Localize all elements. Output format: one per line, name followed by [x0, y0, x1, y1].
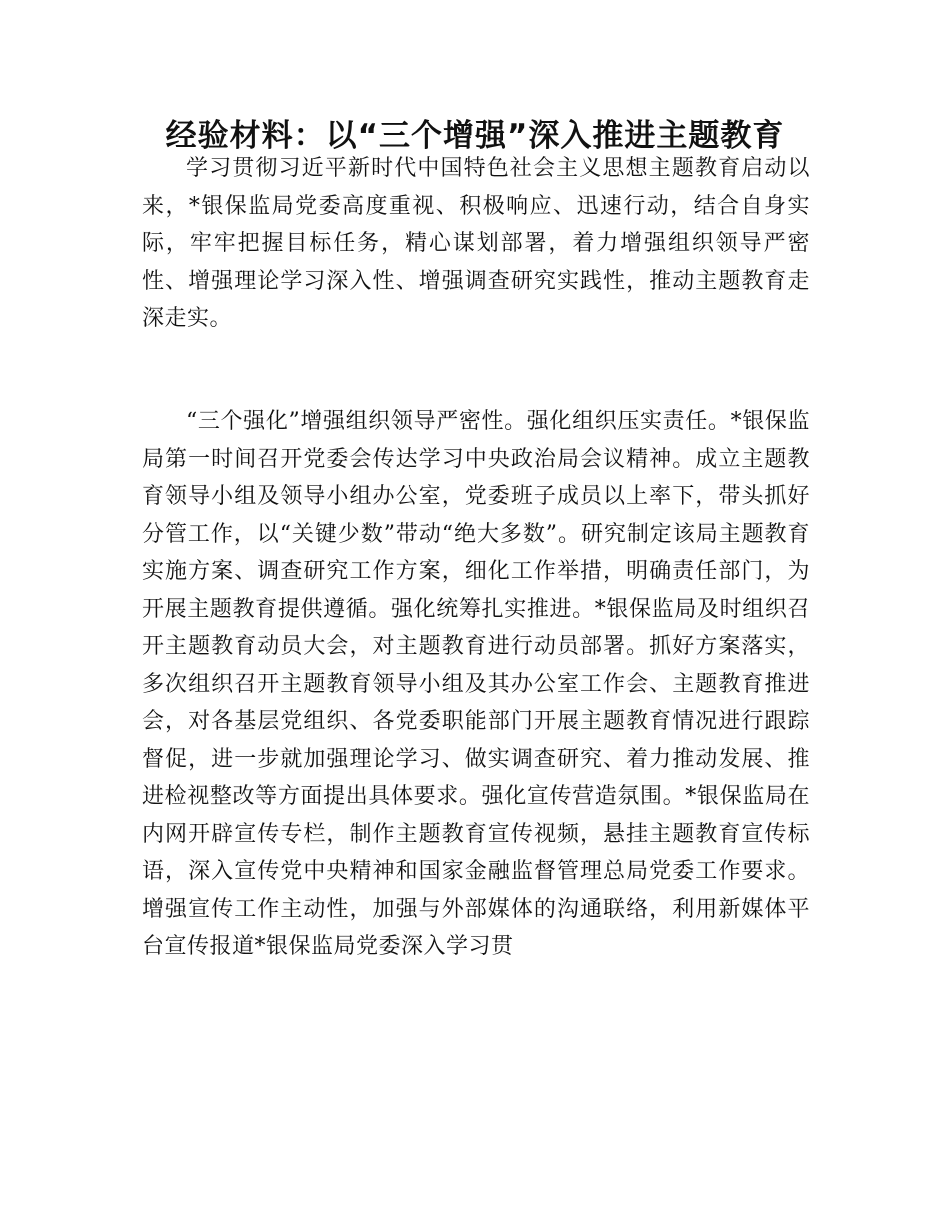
document-title: 经验材料：以“三个增强”深入推进主题教育 [165, 118, 785, 154]
paragraph-organization-leadership: “三个强化”增强组织领导严密性。强化组织压实责任。*银保监局第一时间召开党委会传达学习中央政治局会议精神。成立主题教育领导小组及领导小组办公室，党委班子成员以上率下，带头抓好分管工作，以“关键少数”带动“绝大多数”。研究制定该局主题教育实施方案、调查研究工作方案，细化工作举措，明确责任部门，为开展主题教育提供遵循。强化统筹扎实推进。*银保监局及时组织召开主题教育动员大会，对主题教育进行动员部署。抓好方案落实，多次组织召开主题教育领导小组及其办公室工作会、主题教育推进会，对各基层党组织、各党委职能部门开展主题教育情况进行跟踪督促，进一步就加强理论学习、做实调查研究、着力推动发展、推进检视整改等方面提出具体要求。强化宣传营造氛围。*银保监局在内网开辟宣传专栏，制作主题教育宣传视频，悬挂主题教育宣传标语，深入宣传党中央精神和国家金融监督管理总局党委工作要求。增强宣传工作主动性，加强与外部媒体的沟通联络，利用新媒体平台宣传报道*银保监局党委深入学习贯 [142, 409, 810, 959]
paragraph-intro: 学习贯彻习近平新时代中国特色社会主义思想主题教育启动以来，*银保监局党委高度重视、积极响应、迅速行动，结合自身实际，牢牢把握目标任务，精心谋划部署，着力增强组织领导严密性、增强理论学习深入性、增强调查研究实践性，推动主题教育走深走实。 [142, 156, 810, 331]
